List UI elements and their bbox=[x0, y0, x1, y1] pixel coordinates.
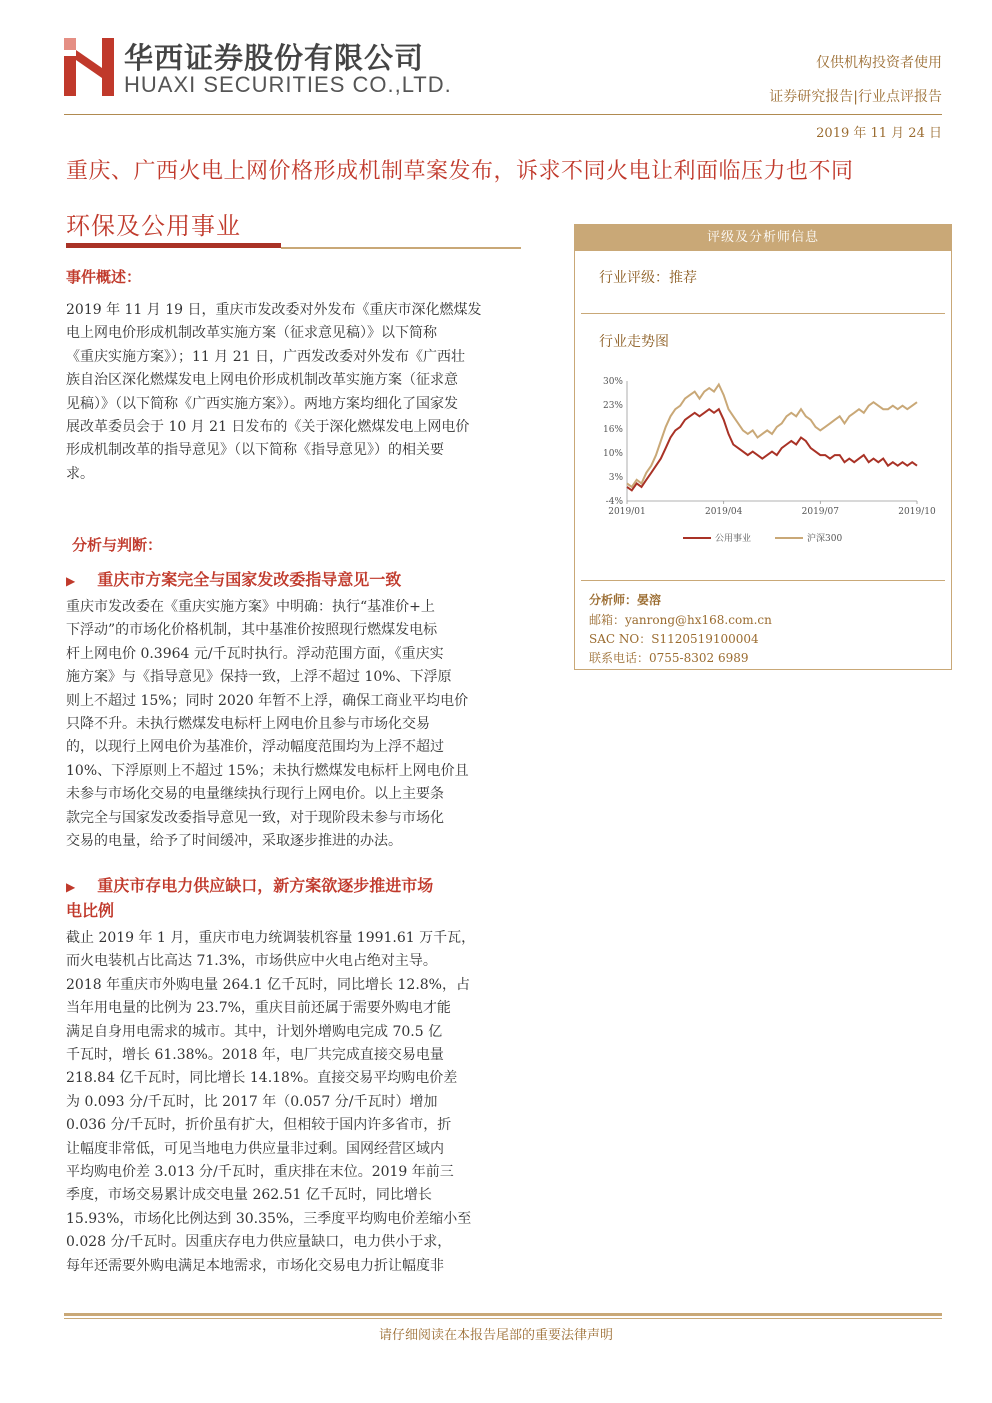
footer-disclaimer: 请仔细阅读在本报告尾部的重要法律声明 bbox=[378, 1328, 613, 1343]
series-line bbox=[627, 385, 917, 487]
sector-title: 环保及公用事业 bbox=[66, 212, 241, 240]
industry-rating: 行业评级：推荐 bbox=[599, 270, 697, 286]
y-tick-label: 30% bbox=[602, 377, 623, 387]
audience-note: 仅供机构投资者使用 bbox=[816, 55, 942, 71]
footer-divider bbox=[64, 1313, 942, 1316]
huaxi-logo-icon bbox=[64, 38, 114, 96]
summary-heading: 事件概述： bbox=[66, 268, 142, 286]
section-2-paragraph: 截止 2019 年 1 月，重庆市电力统调装机容量 1991.61 万千瓦， 而火电装机占比高达 71.3%，市场供应中火电占绝对主导。 2018 年重庆市外购电量 264.1 亿千瓦时，同比增长 12.8%，占 当年用电量的比例为 23.7%，重庆目前还属于需要外购电才能 满足自身用电需求的城市。其中，计划外增购电完成 70.5 亿 千瓦时，增长 61.38%。2018 年，电厂共完成直接交易电量 218.84 亿千瓦时，同比增长 14.18%。直接交易平均购电价差 为 0.093 分/千瓦时，比 2017 年（0.057 分/千瓦时）增加 0.036 分/千瓦时，折价虽有扩大，但相较于国内许多省市，折 让幅度非常低，可见当地电力供应量非过剩。国网经营区域内 平均购电价差 3.013 分/千瓦时，重庆排在末位。2019 年前三 季度，市场交易累计成交电量 262.51 亿千瓦时，同比增长 15.93%，市场化比例达到 30.35%，三季度平均购电价差缩小至 0.028 分/千瓦时。因重庆存电力供应量缺口，电力供小于求， 每年还需要外购电满足本地需求，市场化交易电力折让幅度非 bbox=[66, 930, 476, 1274]
y-tick-label: 16% bbox=[602, 425, 623, 435]
sector-underline-gold bbox=[281, 247, 521, 249]
x-tick-label: 2019/01 bbox=[608, 507, 646, 517]
x-tick-label: 2019/10 bbox=[898, 507, 936, 517]
bullet-icon: ▶ bbox=[66, 574, 76, 588]
analyst-name: 分析师：晏溶 bbox=[589, 593, 662, 607]
section-1-paragraph: 重庆市发改委在《重庆实施方案》中明确：执行“基准价+上 下浮动”的市场化价格机制，其中基准价按照现行燃煤发电标 杆上网电价 0.3964 元/千瓦时执行。浮动范围方面，《重庆实 施方案》与《指导意见》保持一致，上浮不超过 10%、下浮原 则上不超过 15%；同时 2020 年暂不上浮，确保工商业平均电价 只降不升。未执行燃煤发电标杆上网电价且参与市场化交易 的，以现行上网电价为基准价，浮动幅度范围均为上浮不超过 10%、下浮原则上不超过 15%；未执行燃煤发电标杆上网电价且 未参与市场化交易的电量继续执行现行上网电价。以上主要条 款完全与国家发改委指导意见一致，对于现阶段未参与市场化 交易的电量，给予了时间缓冲，采取逐步推进的办法。 bbox=[66, 599, 469, 850]
analyst-email: 邮箱：yanrong@hx168.com.cn bbox=[589, 613, 772, 627]
trend-chart-title: 行业走势图 bbox=[599, 334, 669, 350]
header-divider bbox=[64, 114, 942, 115]
footer-divider-thin bbox=[64, 1318, 942, 1319]
trend-chart bbox=[583, 365, 945, 555]
x-tick-label: 2019/04 bbox=[704, 507, 743, 517]
company-name-cn: 华西证券股份有限公司 bbox=[124, 41, 425, 75]
report-title: 重庆、广西火电上网价格形成机制草案发布，诉求不同火电让利面临压力也不同 bbox=[66, 159, 854, 184]
y-tick-label: -4% bbox=[605, 497, 623, 507]
summary-paragraph: 2019 年 11 月 19 日，重庆市发改委对外发布《重庆市深化燃煤发 电上网电价形成机制改革实施方案（征求意见稿）》以下简称 《重庆实施方案》）；11 月 21 日，广西发改委对外发布《广西壮 族自治区深化燃煤发电上网电价形成机制改革实施方案（征求意 见稿）》（以下简称《广西实施方案》）。两地方案均细化了国家发 展改革委员会于 10 月 21 日发布的《关于深化燃煤发电上网电价 形成机制改革的指导意见》（以下简称《指导意见》）的相关要 求。 bbox=[66, 302, 482, 482]
section-2-title: ▶ 重庆市存电力供应缺口，新方案欲逐步推进市场 电比例 bbox=[66, 876, 434, 920]
analyst-phone: 联系电话：0755-8302 6989 bbox=[589, 651, 749, 665]
y-tick-label: 3% bbox=[608, 473, 623, 483]
x-tick-label: 2019/07 bbox=[801, 507, 840, 517]
report-date: 2019 年 11 月 24 日 bbox=[816, 126, 942, 141]
panel-header: 评级及分析师信息 bbox=[575, 225, 951, 251]
panel-divider bbox=[581, 313, 945, 314]
analyst-info-panel bbox=[574, 224, 952, 670]
sector-underline bbox=[66, 243, 281, 248]
legend-label: 公用事业 bbox=[715, 534, 752, 544]
section-1-title: ▶ 重庆市方案完全与国家发改委指导意见一致 bbox=[66, 570, 402, 589]
y-tick-label: 23% bbox=[602, 401, 623, 411]
company-name-en: HUAXI SECURITIES CO.,LTD. bbox=[124, 72, 452, 97]
analysis-heading: 分析与判断： bbox=[72, 536, 163, 554]
panel-divider-2 bbox=[581, 580, 945, 581]
analyst-sac: SAC NO：S1120519100004 bbox=[589, 632, 759, 646]
series-line bbox=[627, 409, 917, 490]
legend-label: 沪深300 bbox=[807, 534, 843, 544]
y-tick-label: 10% bbox=[602, 449, 623, 459]
report-type: 证券研究报告|行业点评报告 bbox=[769, 89, 942, 105]
bullet-icon: ▶ bbox=[66, 880, 76, 894]
